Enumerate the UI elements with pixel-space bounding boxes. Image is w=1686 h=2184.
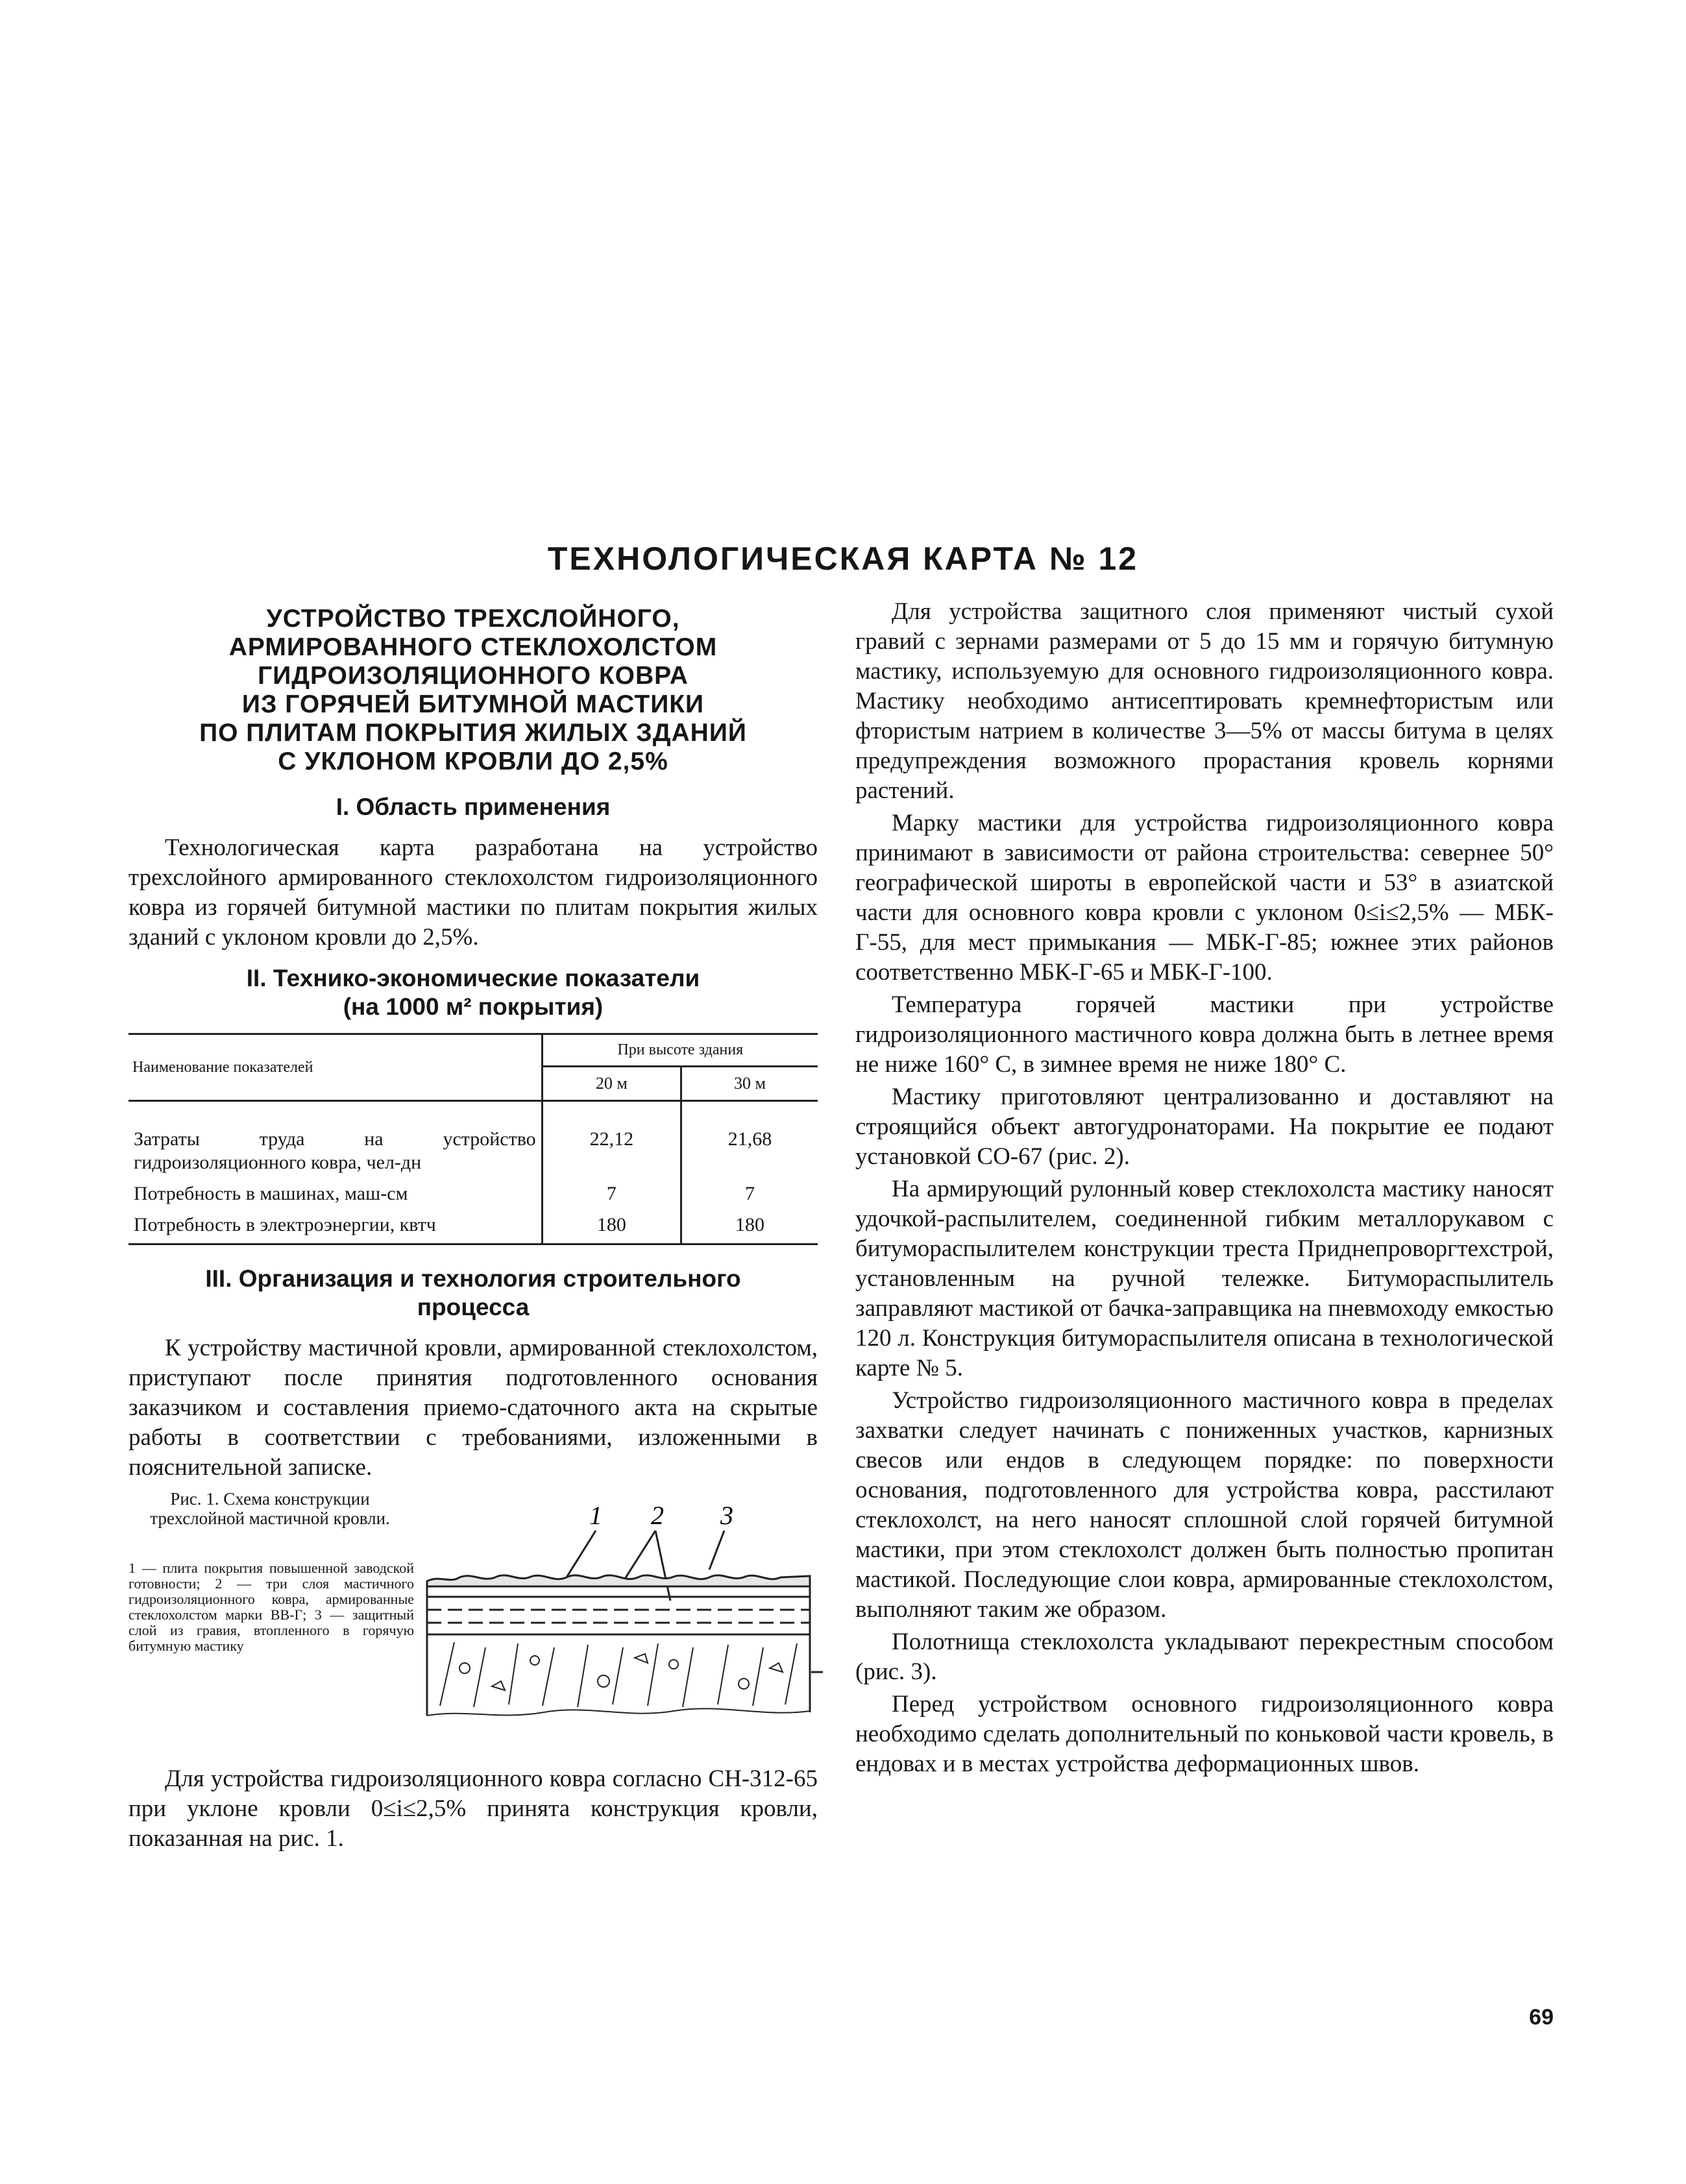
page-number: 69 xyxy=(1529,2005,1554,2030)
table-cell-30m: 7 xyxy=(681,1178,818,1209)
table-header-name: Наименование показателей xyxy=(128,1034,542,1101)
figure-caption: Рис. 1. Схема конструкции трехслойной мастичной кровли. xyxy=(150,1489,390,1528)
table-row xyxy=(128,1124,818,1178)
paragraph: Температура горячей мастики при устройстве гидроизоляционного мастичного ковра должна быть в летнее время не ниже 160° С, в зимнее время не ниже 180° С. xyxy=(855,991,1554,1078)
figure-label-3: 3 xyxy=(720,1501,733,1530)
figure-1 xyxy=(128,1489,818,1749)
table-row xyxy=(128,1209,818,1244)
paragraph: Марку мастики для устройства гидроизоляционного ковра принимают в зависимости от района строительства: севернее 50° географической широты в европейской части и 53° в азиатской части для основного ковра кровли с уклоном 0≤i≤2,5% — МБК-Г-55, для мест примыкания — МБК-Г-85; южнее этих районов соответственно МБК-Г-65 и МБК-Г-100. xyxy=(855,810,1554,986)
paragraph: Устройство гидроизоляционного мастичного ковра в пределах захватки следует начинать с пониженных участков, карнизных свесов или ендов в следующем порядке: по поверхности основания, подготовленного для устройства ковра, расстилают стеклохолст, на него наносят сплошной слой горячей битумной мастики, при этом стеклохолст должен быть полностью пропитан мастикой. Последующие слои ковра, армированные стеклохолстом, выполняют таким же образом. xyxy=(855,1387,1554,1623)
indicators-table xyxy=(128,1033,818,1245)
paragraph-construction: Для устройства гидроизоляционного ковра согласно СН-312-65 при уклоне кровли 0≤i≤2,5% принята конструкция кровли, показанная на рис. 1. xyxy=(128,1765,818,1852)
document-title-line: УСТРОЙСТВО ТРЕХСЛОЙНОГО, xyxy=(266,605,680,633)
paragraph: Полотнища стеклохолста укладывают перекрестным способом (рис. 3). xyxy=(855,1629,1554,1685)
table-cell-name: Потребность в машинах, маш-см xyxy=(134,1183,408,1204)
table-cell-name: Затраты труда на устройство гидроизоляционного ковра, чел-дн xyxy=(134,1128,536,1173)
table-cell-30m: 21,68 xyxy=(681,1124,818,1178)
section-heading-scope: I. Область применения xyxy=(336,794,611,820)
figure-legend: 1 — плита покрытия повышенной заводской готовности; 2 — три слоя мастичного гидроизоляционного ковра, армированные стеклохолстом марки ВВ-Г; 3 — защитный слой из гравия, втопленного в горячую битумную мастику xyxy=(128,1560,414,1654)
document-title-line: С УКЛОНОМ КРОВЛИ ДО 2,5% xyxy=(278,747,668,775)
table-cell-20m: 180 xyxy=(542,1209,681,1244)
table-header-30m: 30 м xyxy=(681,1067,818,1101)
document-title-line: ИЗ ГОРЯЧЕЙ БИТУМНОЙ МАСТИКИ xyxy=(241,690,705,718)
table-cell-20m: 22,12 xyxy=(542,1124,681,1178)
paragraph: На армирующий рулонный ковер стеклохолста мастику наносят удочкой-распылителем, соединенной гибким металлорукавом с битумораспылителем конструкции треста Приднепроворгтехстрой, установленным на ручной тележке. Битумораспылитель заправляют мастикой от бачка-заправщика на пневмоходу емкостью 120 л. Конструкция битумораспылителя описана в технологической карте № 5. xyxy=(855,1176,1554,1381)
table-cell-30m: 180 xyxy=(681,1209,818,1244)
figure-label-2: 2 xyxy=(651,1501,664,1530)
document-title-line: ПО ПЛИТАМ ПОКРЫТИЯ ЖИЛЫХ ЗДАНИЙ xyxy=(199,719,747,747)
section-heading-organization: III. Организация и технология строительного процесса xyxy=(205,1265,741,1320)
paragraph: Мастику приготовляют централизованно и доставляют на строящийся объект автогудронаторами. На покрытие ее подают установкой СО-67 (рис. 2). xyxy=(855,1084,1554,1170)
table-cell-name: Потребность в электроэнергии, квтч xyxy=(128,1209,542,1244)
document-title xyxy=(128,605,818,776)
document-title-line: ГИДРОИЗОЛЯЦИОННОГО КОВРА xyxy=(258,662,689,690)
paragraph: Перед устройством основного гидроизоляционного ковра необходимо сделать дополнительный по коньковой части кровель, в ендовах и в местах устройства деформационных швов. xyxy=(855,1691,1554,1777)
table-header-20m: 20 м xyxy=(542,1067,681,1101)
table-row xyxy=(128,1178,818,1209)
paragraph-organization: К устройству мастичной кровли, армированной стеклохолстом, приступают после принятия подготовленного основания заказчиком и составления приемо-сдаточного акта на скрытые работы в соответствии с требованиями, изложенными в пояснительной записке. xyxy=(128,1335,818,1481)
section-heading-indicators: II. Технико-экономические показатели (на 1000 м² покрытия) xyxy=(246,965,700,1020)
right-column xyxy=(855,597,1554,1782)
figure-label-1: 1 xyxy=(589,1501,602,1530)
left-column xyxy=(128,597,818,1854)
table-header-height: При высоте здания xyxy=(542,1034,818,1067)
paragraph: Для устройства защитного слоя применяют чистый сухой гравий с зернами размерами от 5 до 15 мм и горячую битумную мастику, используемую для основного гидроизоляционного ковра. Мастику необходимо антисептировать кремнефтористым или фтористым натрием в количестве 3—5% от массы битума в целях предупреждения возможного прорастания кровель корнями растений. xyxy=(855,598,1554,804)
paragraph-scope: Технологическая карта разработана на устройство трехслойного армированного стеклохолстом гидроизоляционного ковра из горячей битумной мастики по плитам покрытия жилых зданий с уклоном кровли до 2,5%. xyxy=(128,834,818,951)
roof-section-drawing xyxy=(414,1498,823,1719)
table-cell-20m: 7 xyxy=(542,1178,681,1209)
document-title-line: АРМИРОВАННОГО СТЕКЛОХОЛСТОМ xyxy=(228,633,718,661)
page-title: ТЕХНОЛОГИЧЕСКАЯ КАРТА № 12 xyxy=(547,540,1139,577)
